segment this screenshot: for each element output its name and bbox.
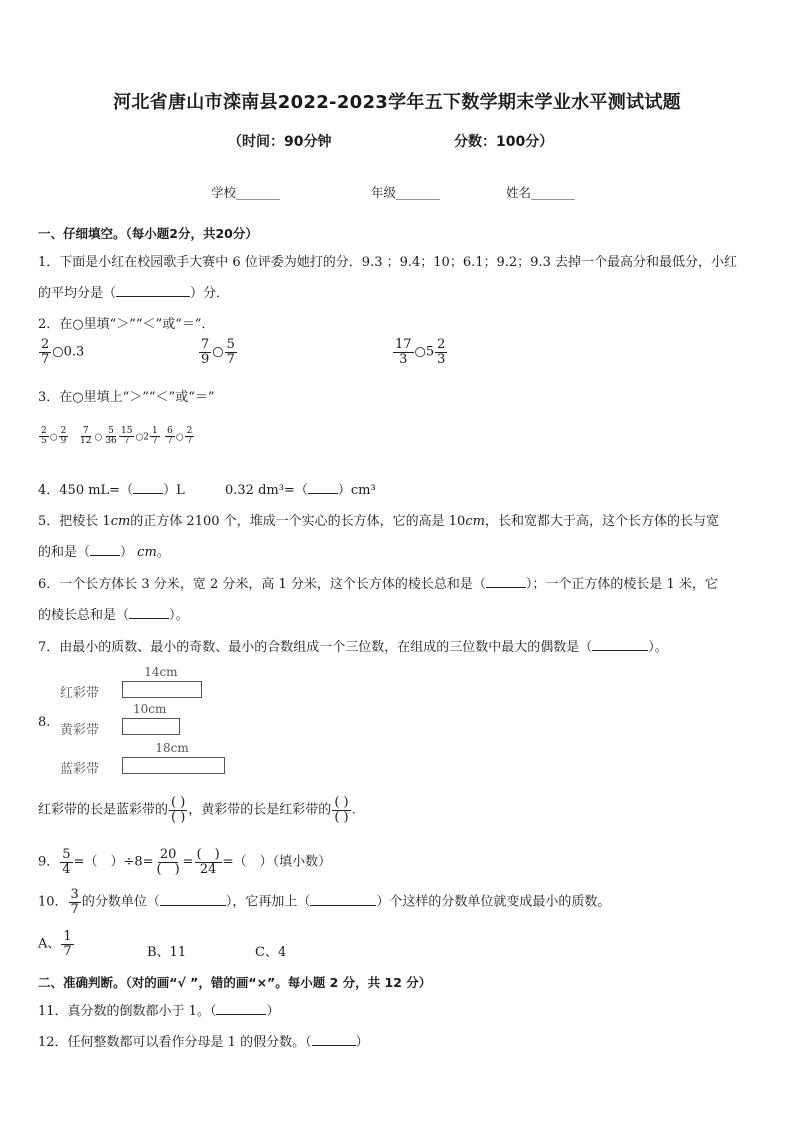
fraction[interactable]: $\frac{( )}{24}$: [196, 847, 220, 877]
compare-circle[interactable]: ○5: [414, 344, 435, 360]
fraction: $\frac{5}{4}$: [62, 847, 71, 877]
q5-text: 的和是（: [38, 545, 91, 560]
q1-answer-blank[interactable]: [116, 296, 190, 297]
q6-blank-a[interactable]: [486, 587, 526, 588]
option-a[interactable]: [38, 930, 75, 958]
q5-text: 。: [156, 545, 170, 560]
q12-text: 12．任何整数都可以看作分母是 1 的假分数。（: [38, 1035, 312, 1050]
q10-number: 10．: [38, 894, 68, 910]
fraction: $\frac{2}{7}$: [41, 337, 50, 367]
q11-answer-blank[interactable]: [216, 1014, 266, 1015]
question-4-part-b: [225, 479, 376, 498]
fraction: $\frac{3}{7}$: [70, 887, 79, 917]
q7-text: ）。: [648, 640, 668, 655]
ribbon-length-yellow: 10cm: [133, 702, 167, 716]
question-6-line1: [38, 573, 718, 592]
exam-time: （时间：90分钟: [228, 134, 332, 150]
q8-text: .: [351, 802, 356, 818]
q5-answer-blank[interactable]: [90, 555, 120, 556]
question-5-line1: [38, 510, 719, 529]
school-field: 学校_______: [211, 185, 280, 200]
q12-text: ）: [355, 1035, 369, 1050]
compare-circle[interactable]: ○0.3: [52, 344, 85, 360]
question-8-ask: [38, 796, 356, 824]
answer-fraction[interactable]: $\frac{( )}{( )}$: [171, 795, 186, 825]
question-1-line1: 1．下面是小红在校园歌手大赛中 6 位评委为她打的分．9.3 ；9.4；10；6.1；9.2；9.3 去掉一个最高分和最低分，小红: [38, 255, 737, 270]
question-3-item-2: [77, 427, 120, 447]
question-7: [38, 636, 668, 655]
fraction: $\frac{1}{7}$: [63, 929, 72, 959]
name-field: 姓名_______: [506, 185, 575, 200]
exam-score: 分数：100分）: [454, 134, 554, 150]
q5-text: 5．把棱长 1: [38, 514, 111, 529]
compare-circle[interactable]: ○: [212, 344, 224, 360]
question-4-part-a: [38, 479, 185, 498]
q4-blank-a[interactable]: [133, 493, 163, 494]
q1-text-b: ）分．: [190, 286, 230, 301]
q5-text: 的正方体 2100 个，堆成一个实心的长方体，它的高是 10: [130, 514, 466, 529]
q11-text: 11．真分数的倒数都小于 1。（: [38, 1004, 217, 1019]
q4-unit: ）L: [163, 483, 185, 498]
ribbon-label-red: 红彩带: [60, 686, 100, 701]
question-3-item-3: [118, 427, 161, 447]
ribbon-length-red: 14cm: [144, 665, 178, 679]
q7-text: 7．由最小的质数、最小的奇数、最小的合数组成一个三位数，在组成的三位数中最大的偶数是（: [38, 640, 593, 655]
q5-text: ）: [120, 545, 134, 560]
question-6-line2: [38, 604, 189, 623]
q6-blank-b[interactable]: [129, 618, 169, 619]
question-12: [38, 1031, 369, 1050]
question-2-item-a: [38, 338, 84, 366]
grade-field: 年级_______: [371, 185, 440, 200]
q1-text-a: 的平均分是（: [38, 286, 117, 301]
fraction: $\frac{15}{7}$: [121, 426, 133, 447]
ribbon-label-blue: 蓝彩带: [60, 762, 100, 777]
question-2-item-c: [392, 338, 448, 366]
q4-text: 0.32 dm³=（: [225, 483, 308, 498]
question-10: [38, 888, 610, 916]
question-1-line2: [38, 282, 229, 301]
section-1-heading: 一、仔细填空。（每小题2分，共20分）: [38, 226, 258, 241]
q9-blank-1[interactable]: =（ ）÷8=: [73, 854, 154, 870]
unit-cm: cm: [110, 514, 131, 529]
compare-circle[interactable]: ○: [94, 432, 103, 443]
fraction: $\frac{7}{9}$: [201, 337, 210, 367]
q4-text: 4．450 mL=（: [38, 483, 134, 498]
q12-answer-blank[interactable]: [312, 1045, 356, 1046]
fraction: $\frac{1}{7}$: [152, 426, 158, 447]
question-2-item-b: [198, 338, 238, 366]
q6-text: 6．一个长方体长 3 分米，宽 2 分米，高 1 分米，这个长方体的棱长总和是（: [38, 577, 486, 592]
ribbon-bar-red: [122, 681, 202, 698]
fraction: $\frac{2}{3}$: [437, 337, 446, 367]
ribbon-bar-blue: [122, 757, 225, 774]
q8-text: ，黄彩带的长是红彩带的: [188, 802, 332, 818]
q7-answer-blank[interactable]: [592, 650, 648, 651]
question-3-item-1: [38, 427, 69, 447]
q6-text: ）；一个正方体的棱长是 1 米，它: [525, 577, 718, 592]
q10-text: 的分数单位（: [81, 894, 160, 910]
page-title: 河北省唐山市滦南县2022-2023学年五下数学期末学业水平测试试题: [113, 92, 681, 113]
section-2-heading: 二、准确判断。（对的画“√ ”，错的画“×”。每小题 2 分，共 12 分）: [38, 975, 432, 990]
equals-sign: =: [182, 854, 194, 870]
option-c[interactable]: C、4: [255, 945, 287, 960]
ribbon-length-blue: 18cm: [155, 741, 189, 755]
fraction: $\frac{2}{7}$: [186, 426, 193, 447]
fraction: $\frac{7}{12}$: [80, 426, 92, 447]
compare-circle[interactable]: ○2: [135, 432, 150, 443]
fraction: $\frac{5}{7}$: [226, 337, 235, 367]
fraction: $\frac{5}{36}$: [105, 426, 117, 447]
q4-blank-b[interactable]: [308, 493, 338, 494]
q10-blank-b[interactable]: [310, 905, 376, 906]
q10-text: ），它再加上（: [225, 894, 311, 910]
fraction: $\frac{6}{7}$: [167, 426, 173, 447]
compare-circle[interactable]: ○: [175, 432, 184, 443]
question-8-number: 8.: [38, 715, 51, 730]
question-5-line2: [38, 541, 170, 560]
question-11: [38, 1000, 279, 1019]
q8-text: 红彩带的长是蓝彩带的: [38, 802, 169, 818]
question-2-heading: 2．在○里填“＞”“＜”或“＝”．: [38, 317, 215, 332]
q10-text: ）个这样的分数单位就变成最小的质数。: [376, 894, 611, 910]
fraction: $\frac{2}{5}$: [41, 426, 47, 447]
question-3-item-4: [164, 427, 195, 447]
ribbon-label-yellow: 黄彩带: [60, 723, 100, 738]
option-a-label: A、: [38, 936, 61, 952]
q4-unit: ）cm³: [337, 483, 376, 498]
unit-cm: cm: [465, 514, 485, 529]
compare-circle[interactable]: ○: [49, 432, 58, 443]
q9-blank-decimal[interactable]: =（ ）（填小数）: [222, 854, 332, 870]
fraction[interactable]: $\frac{20}{( )}$: [156, 847, 180, 877]
q9-number: 9．: [38, 854, 60, 870]
unit-cm: cm: [137, 545, 157, 560]
q5-text: ，长和宽都大于高，这个长方体的长与宽: [484, 514, 719, 529]
fraction: $\frac{2}{9}$: [60, 426, 67, 447]
q6-text: ）。: [169, 608, 189, 623]
ribbon-bar-yellow: [122, 718, 180, 735]
q10-blank-a[interactable]: [160, 905, 226, 906]
q11-text: ）: [266, 1004, 280, 1019]
question-9: [38, 848, 331, 876]
option-b[interactable]: B、11: [147, 945, 187, 960]
answer-fraction[interactable]: $\frac{( )}{( )}$: [334, 795, 349, 825]
fraction: $\frac{17}{3}$: [395, 337, 412, 367]
q6-text: 的棱长总和是（: [38, 608, 130, 623]
question-3-heading: 3．在○里填上“＞”“＜”或“＝”: [38, 390, 215, 405]
